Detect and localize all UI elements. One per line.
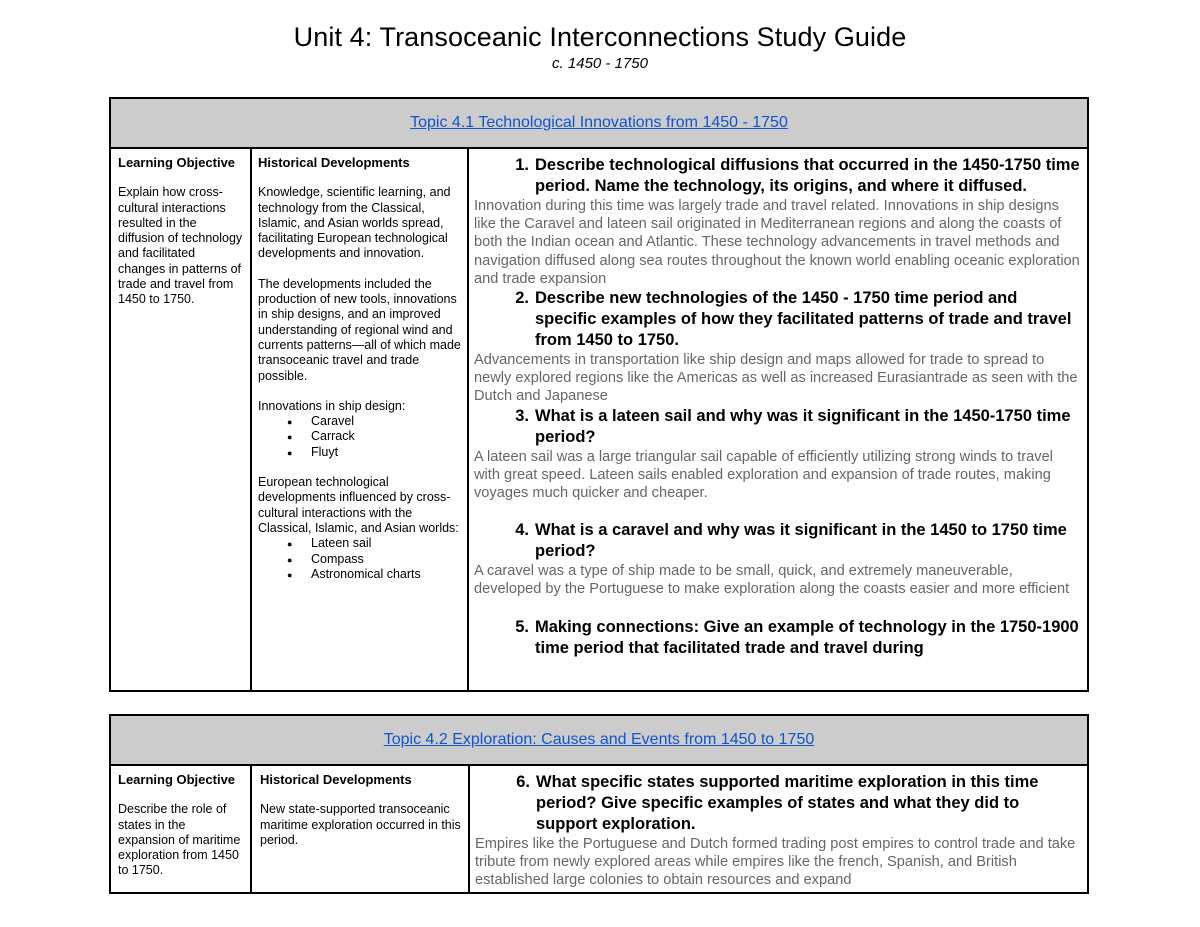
question-number: 4. — [515, 521, 529, 540]
question — [475, 772, 1081, 835]
question-text: What is a lateen sail and why was it significant in the 1450-1750 time period? — [535, 406, 1071, 446]
question-number: 3. — [515, 406, 529, 425]
question-text: What is a caravel and why was it significant in the 1450 to 1750 time period? — [535, 521, 1067, 561]
ship-design-list — [258, 414, 461, 460]
topic-4-2-link[interactable]: Topic 4.2 Exploration: Causes and Events from 1450 to 1750 — [383, 731, 815, 748]
answer-text: Advancements in transportation like ship design and maps allowed for trade to spread to newly explored regions like the Americas as well as increased Eurasiantrade as seen with the Dutch and Japanese — [474, 352, 1078, 405]
historical-developments-text: New state-supported transoceanic maritime exploration occurred in this period. — [260, 802, 461, 847]
question — [474, 617, 1081, 659]
question — [474, 406, 1081, 448]
historical-developments-label: Historical Developments — [260, 772, 412, 787]
question-text: Making connections: Give an example of technology in the 1750-1900 time period that facilitated trade and travel during — [535, 617, 1079, 657]
question-text: What specific states supported maritime exploration in this time period? Give specific examples of states and what they did to support exploration. — [536, 773, 1039, 833]
question-number: 5. — [515, 617, 529, 636]
historical-developments-text: Knowledge, scientific learning, and technology from the Classical, Islamic, and Asian worlds spread, facilitating European technological developments and innovation. — [258, 185, 451, 261]
answer-text: A lateen sail was a large triangular sail capable of efficiently utilizing strong winds to travel with great speed. Lateen sails enabled exploration and expansion of trade routes, making voyages much quicker and cheaper. — [474, 448, 1053, 502]
question — [474, 155, 1081, 197]
answer-text: Empires like the Portuguese and Dutch formed trading post empires to control trade and take tribute from newly explored areas while empires like the french, Spanish, and British established large colonies to obtain resources and expand — [475, 836, 1076, 889]
list-item: ● Astronomical charts — [287, 567, 461, 582]
page-title: Unit 4: Transoceanic Interconnections Study Guide — [293, 22, 907, 52]
topic-4-1-link[interactable]: Topic 4.1 Technological Innovations from 1450 - 1750 — [410, 114, 788, 131]
historical-developments-cell — [252, 149, 469, 690]
page-subtitle: c. 1450 - 1750 — [552, 55, 648, 72]
historical-developments-cell — [252, 766, 470, 892]
learning-objective-label: Learning Objective — [118, 155, 236, 170]
question-number: 2. — [515, 289, 529, 308]
questions-cell — [469, 149, 1087, 690]
list-item: ● Lateen sail — [287, 536, 461, 551]
learning-objective-cell — [111, 149, 252, 690]
answer-text: A caravel was a type of ship made to be small, quick, and extremely maneuverable, developed by the Portuguese to make exploration along the coasts easier and more efficient — [474, 563, 1070, 598]
technology-list — [258, 536, 461, 582]
list-item: ● Fluyt — [287, 445, 461, 460]
question-number: 6. — [516, 773, 530, 791]
learning-objective-text: Explain how cross-cultural interactions resulted in the diffusion of technology and facilitated changes in patterns of trade and travel from 1450 to 1750. — [118, 185, 243, 307]
learning-objective-text: Describe the role of states in the expansion of maritime exploration from 1450 to 1750. — [118, 802, 241, 878]
topic-header — [111, 99, 1087, 149]
learning-objective-label: Learning Objective — [118, 772, 236, 787]
questions-cell — [470, 766, 1087, 892]
historical-developments-text: European technological developments influenced by cross-cultural interactions with the Classical, Islamic, and Asian worlds: — [258, 475, 459, 535]
historical-developments-label: Historical Developments — [258, 155, 410, 170]
question — [474, 520, 1081, 562]
list-item: ● Caravel — [287, 414, 461, 429]
historical-developments-text: Innovations in ship design: — [258, 398, 406, 413]
historical-developments-text: The developments included the production of new tools, innovations in ship designs, and an improved understanding of regional wind and currents patterns—all of which made transoceanic travel and trade possible. — [258, 276, 461, 383]
list-item: ● Compass — [287, 552, 461, 567]
question — [474, 288, 1081, 351]
topic-4-2-table — [109, 714, 1089, 894]
topic-header — [111, 716, 1087, 766]
topic-4-1-table — [109, 97, 1089, 692]
list-item: ● Carrack — [287, 429, 461, 444]
answer-text: Innovation during this time was largely trade and travel related. Innovations in ship designs like the Caravel and lateen sail originated in Mediterranean regions and along the coasts of both the Indian ocean and Atlantic. These technology advancements in travel methods and navigation diffused along sea routes throughout the known world enabling oceanic exploration and trade expansion — [474, 198, 1080, 287]
learning-objective-cell — [111, 766, 252, 892]
question-text: Describe new technologies of the 1450 - 1750 time period and specific examples of how they facilitated patterns of trade and travel from 1450 to 1750. — [535, 289, 1072, 350]
question-text: Describe technological diffusions that occurred in the 1450-1750 time period. Name the technology, its origins, and where it diffused. — [535, 156, 1080, 195]
question-number: 1. — [515, 156, 529, 174]
